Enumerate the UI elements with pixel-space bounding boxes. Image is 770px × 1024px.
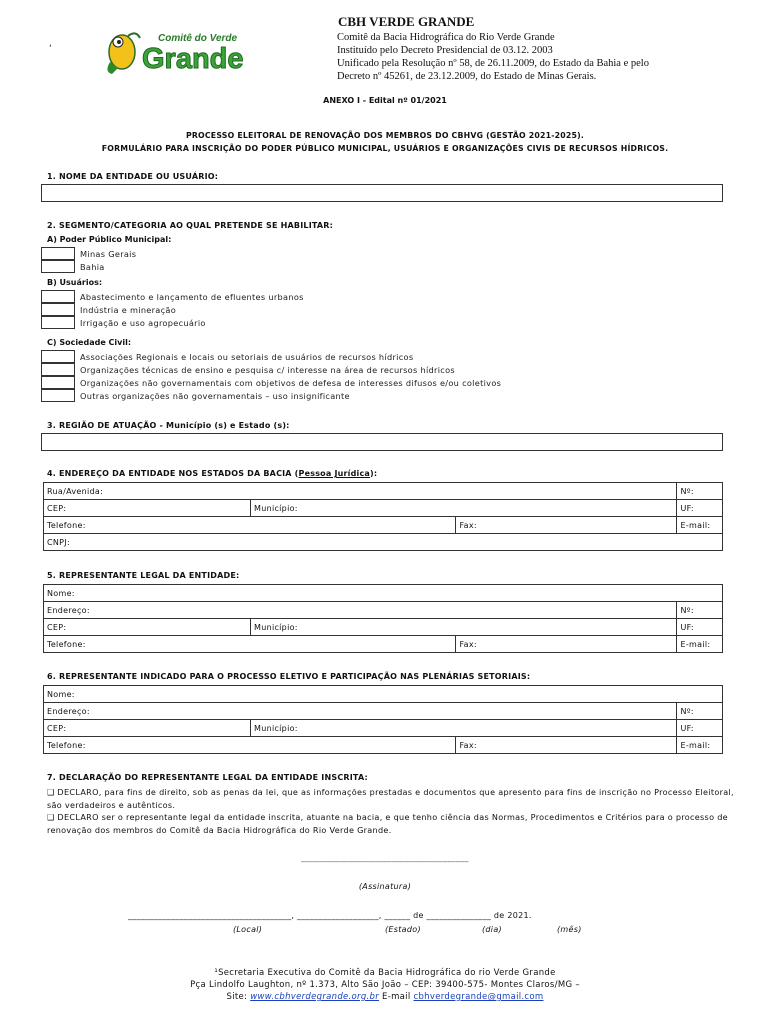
process-title: PROCESSO ELEITORAL DE RENOVAÇÃO DOS MEMBROS DO CBHVG (GESTÃO 2021-2025).: [185, 131, 585, 140]
section-1-title: 1. NOME DA ENTIDADE OU USUÁRIO:: [47, 172, 219, 181]
option-label: Organizações técnicas de ensino e pesquisa c/ interesse na área de recursos hídricos: [80, 365, 455, 375]
uf-field[interactable]: UF:: [677, 500, 723, 517]
signature-label: (Assinatura): [358, 882, 412, 891]
email-label: E-mail: [379, 992, 414, 1002]
site-label: Site:: [226, 992, 251, 1002]
checkbox-abastecimento[interactable]: [41, 290, 75, 303]
section-7-title: 7. DECLARAÇÃO DO REPRESENTANTE LEGAL DA ENTIDADE INSCRITA:: [47, 773, 368, 782]
header-mark: ‘: [49, 44, 52, 54]
mes-label: (mês): [557, 925, 582, 934]
logo-top-text: Comitê do Verde: [158, 33, 238, 44]
number-field[interactable]: Nº:: [677, 483, 723, 500]
street-field[interactable]: Rua/Avenida:: [44, 483, 677, 500]
org-title: CBH VERDE GRANDE: [338, 14, 475, 29]
footer-contact: [0, 992, 770, 1002]
checkbox-minas-gerais[interactable]: [41, 247, 75, 260]
site-link[interactable]: www.cbhverdegrande.org.br: [250, 992, 380, 1002]
email-field[interactable]: E-mail:: [677, 517, 723, 534]
rep-phone-field[interactable]: Telefone:: [44, 636, 456, 653]
rep-name-field[interactable]: Nome:: [44, 585, 723, 602]
ind-number-field[interactable]: Nº:: [677, 703, 723, 720]
cbh-logo: [100, 28, 280, 76]
checkbox-ongs[interactable]: [41, 376, 75, 389]
option-label: Irrigação e uso agropecuário: [80, 318, 206, 328]
rep-address-field[interactable]: Endereço:: [44, 602, 677, 619]
declaration-1[interactable]: ❑ DECLARO, para fins de direito, sob as penas da lei, que as informações prestadas e documentos que apresento para fins de inscrição no Processo Eleitoral, são verdadeiros e autênticos.: [47, 787, 734, 810]
ind-name-field[interactable]: Nome:: [44, 686, 723, 703]
checkbox-industria[interactable]: [41, 303, 75, 316]
cnpj-field[interactable]: CNPJ:: [44, 534, 723, 551]
section-2-title: 2. SEGMENTO/CATEGORIA AO QUAL PRETENDE SE HABILITAR:: [47, 221, 334, 230]
fax-field[interactable]: Fax:: [456, 517, 677, 534]
ind-address-field[interactable]: Endereço:: [44, 703, 677, 720]
entity-name-field[interactable]: [41, 184, 723, 202]
region-field[interactable]: [41, 433, 723, 451]
section-5-title: 5. REPRESENTANTE LEGAL DA ENTIDADE:: [47, 571, 240, 580]
group-a-title: A) Poder Público Municipal:: [47, 235, 172, 244]
checkbox-bahia[interactable]: [41, 260, 75, 273]
fish-mascot-icon: [107, 33, 140, 74]
ind-email-field[interactable]: E-mail:: [677, 737, 723, 754]
checkbox-organizacoes-tecnicas[interactable]: [41, 363, 75, 376]
option-label: Organizações não governamentais com objetivos de defesa de interesses difusos e/ou coletivos: [80, 378, 502, 388]
section-4-title: 4. ENDEREÇO DA ENTIDADE NOS ESTADOS DA BACIA (Pessoa Jurídica):: [47, 469, 378, 478]
estado-label: (Estado): [385, 925, 421, 934]
entity-address-table: [43, 482, 723, 551]
rep-cep-field[interactable]: CEP:: [44, 619, 251, 636]
city-field[interactable]: Município:: [251, 500, 677, 517]
signature-line: _______________________________________: [301, 853, 469, 862]
group-b-title: B) Usuários:: [47, 278, 103, 287]
rep-uf-field[interactable]: UF:: [677, 619, 723, 636]
date-line[interactable]: ______________________________________, ___________________, ______ de _______________ de 2021.: [128, 911, 532, 920]
phone-field[interactable]: Telefone:: [44, 517, 456, 534]
header-line: Instituído pelo Decreto Presidencial de 03.12. 2003: [337, 45, 553, 56]
group-c-title: C) Sociedade Civil:: [47, 338, 132, 347]
cep-field[interactable]: CEP:: [44, 500, 251, 517]
declaration-2[interactable]: ❑ DECLARO ser o representante legal da entidade inscrita, atuante na bacia, e que tenho ciência das Normas, Procedimentos e Critérios para o processo de renovação dos membros do Comitê da Bacia Hidrográfica do Rio Verde Grande.: [47, 812, 728, 835]
dia-label: (dia): [482, 925, 502, 934]
ind-city-field[interactable]: Município:: [251, 720, 677, 737]
checkbox-associacoes[interactable]: [41, 350, 75, 363]
header-line: Decreto nº 45261, de 23.12.2009, do Estado de Minas Gerais.: [337, 71, 597, 82]
section-3-title: 3. REGIÃO DE ATUAÇÃO - Município (s) e Estado (s):: [47, 421, 290, 430]
logo-main-text: Grande: [142, 43, 244, 75]
checkbox-irrigacao[interactable]: [41, 316, 75, 329]
option-label: Abastecimento e lançamento de efluentes urbanos: [80, 292, 304, 302]
rep-city-field[interactable]: Município:: [251, 619, 677, 636]
rep-fax-field[interactable]: Fax:: [456, 636, 677, 653]
rep-email-field[interactable]: E-mail:: [677, 636, 723, 653]
option-label: Outras organizações não governamentais – uso insignificante: [80, 391, 350, 401]
footer-address: Pça Lindolfo Laughton, nº 1.373, Alto São João – CEP: 39400-575- Montes Claros/MG –: [190, 980, 580, 990]
ind-uf-field[interactable]: UF:: [677, 720, 723, 737]
header-line: Unificado pela Resolução nº 58, de 26.11.2009, do Estado da Bahia e pelo: [337, 58, 649, 69]
option-label: Indústria e mineração: [80, 305, 177, 315]
section-6-title: 6. REPRESENTANTE INDICADO PARA O PROCESSO ELETIVO E PARTICIPAÇÃO NAS PLENÁRIAS SETORIAIS:: [47, 672, 531, 681]
annex-title: ANEXO I - Edital nº 01/2021: [323, 96, 447, 105]
option-label: Minas Gerais: [80, 249, 137, 259]
rep-number-field[interactable]: Nº:: [677, 602, 723, 619]
footer-secretariat: ¹Secretaria Executiva do Comitê da Bacia Hidrográfica do rio Verde Grande: [214, 968, 556, 978]
legal-rep-table: [43, 584, 723, 653]
form-title: FORMULÁRIO PARA INSCRIÇÃO DO PODER PÚBLICO MUNICIPAL, USUÁRIOS E ORGANIZAÇÕES CIVIS DE RECURSOS HÍDRICOS.: [101, 144, 669, 153]
checkbox-outras-organizacoes[interactable]: [41, 389, 75, 402]
local-label: (Local): [233, 925, 263, 934]
option-label: Bahia: [80, 262, 105, 272]
option-label: Associações Regionais e locais ou setoriais de usuários de recursos hídricos: [80, 352, 414, 362]
ind-phone-field[interactable]: Telefone:: [44, 737, 456, 754]
email-link[interactable]: cbhverdegrande@gmail.com: [413, 992, 544, 1002]
indicated-rep-table: [43, 685, 723, 754]
ind-fax-field[interactable]: Fax:: [456, 737, 677, 754]
header-line: Comitê da Bacia Hidrográfica do Rio Verde Grande: [337, 32, 555, 43]
ind-cep-field[interactable]: CEP:: [44, 720, 251, 737]
